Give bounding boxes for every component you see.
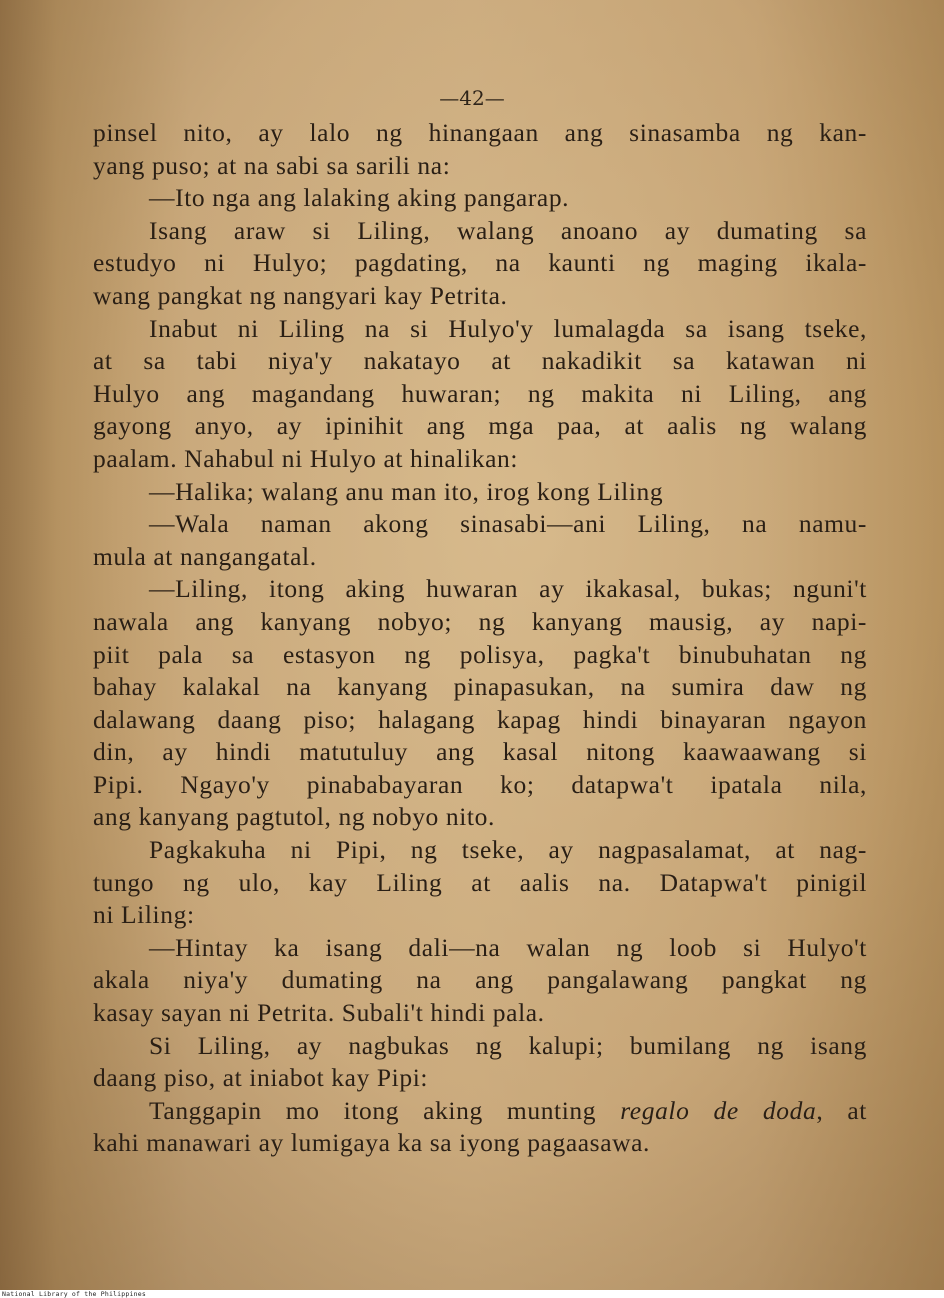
text-line: tungo ng ulo, kay Liling at aalis na. Datapwa't pinigil bbox=[93, 867, 867, 897]
text-line: Si Liling, ay nagbukas ng kalupi; bumilang ng isang bbox=[149, 1030, 867, 1060]
text-segment: Tanggapin mo itong aking munting bbox=[149, 1095, 621, 1125]
text-line: akala niya'y dumating na ang pangalawang pangkat ng bbox=[93, 965, 867, 995]
page-body-text bbox=[93, 117, 867, 1160]
text-line: kahi manawari ay lumigaya ka sa iyong pagaasawa. bbox=[93, 1128, 651, 1158]
text-line: —Liling, itong aking huwaran ay ikakasal, bukas; nguni't bbox=[149, 574, 867, 604]
text-line: —Halika; walang anu man ito, irog kong Liling bbox=[149, 476, 664, 506]
text-line: mula at nangangatal. bbox=[93, 541, 317, 571]
text-line: kasay sayan ni Petrita. Subali't hindi pala. bbox=[93, 998, 545, 1028]
text-line: ni Liling: bbox=[93, 900, 195, 930]
text-line: paalam. Nahabul ni Hulyo at hinalikan: bbox=[93, 443, 519, 473]
text-line: at sa tabi niya'y nakatayo at nakadikit sa katawan ni bbox=[93, 346, 867, 376]
library-watermark: National Library of the Philippines bbox=[2, 1290, 146, 1298]
text-line: —Ito nga ang lalaking aking pangarap. bbox=[149, 183, 570, 213]
text-line: wang pangkat ng nangyari kay Petrita. bbox=[93, 280, 508, 310]
text-line: gayong anyo, ay ipinihit ang mga paa, at aalis ng walang bbox=[93, 411, 867, 441]
text-line: Hulyo ang magandang huwaran; ng makita ni Liling, ang bbox=[93, 378, 867, 408]
text-line: piit pala sa estasyon ng polisya, pagka't binubuhatan ng bbox=[93, 639, 867, 669]
text-line: bahay kalakal na kanyang pinapasukan, na sumira daw ng bbox=[93, 672, 867, 702]
page-number: —42— bbox=[439, 86, 505, 110]
text-line: nawala ang kanyang nobyo; ng kanyang mausig, ay napi- bbox=[93, 606, 867, 636]
text-line: dalawang daang piso; halagang kapag hindi binayaran ngayon bbox=[93, 704, 867, 734]
text-line: Inabut ni Liling na si Hulyo'y lumalagda sa isang tseke, bbox=[149, 313, 867, 343]
text-line: yang puso; at na sabi sa sarili na: bbox=[93, 150, 451, 180]
text-line: Isang araw si Liling, walang anoano ay dumating sa bbox=[149, 215, 867, 245]
text-segment: , at bbox=[816, 1095, 867, 1125]
italic-phrase: regalo de doda bbox=[620, 1095, 817, 1125]
text-line: —Hintay ka isang dali—na walan ng loob si Hulyo't bbox=[149, 932, 867, 962]
text-line bbox=[93, 1095, 867, 1128]
text-line: estudyo ni Hulyo; pagdating, na kaunti ng maging ikala- bbox=[93, 248, 867, 278]
text-line: daang piso, at iniabot kay Pipi: bbox=[93, 1063, 429, 1093]
text-line: Pipi. Ngayo'y pinababayaran ko; datapwa't ipatala nila, bbox=[93, 769, 867, 799]
text-line: —Wala naman akong sinasabi—ani Liling, na namu- bbox=[149, 509, 867, 539]
text-line: pinsel nito, ay lalo ng hinangaan ang sinasamba ng kan- bbox=[93, 118, 867, 147]
text-line: ang kanyang pagtutol, ng nobyo nito. bbox=[93, 802, 495, 832]
text-line: din, ay hindi matutuluy ang kasal nitong kaawaawang si bbox=[93, 737, 867, 767]
text-line: Pagkakuha ni Pipi, ng tseke, ay nagpasalamat, at nag- bbox=[149, 835, 867, 865]
